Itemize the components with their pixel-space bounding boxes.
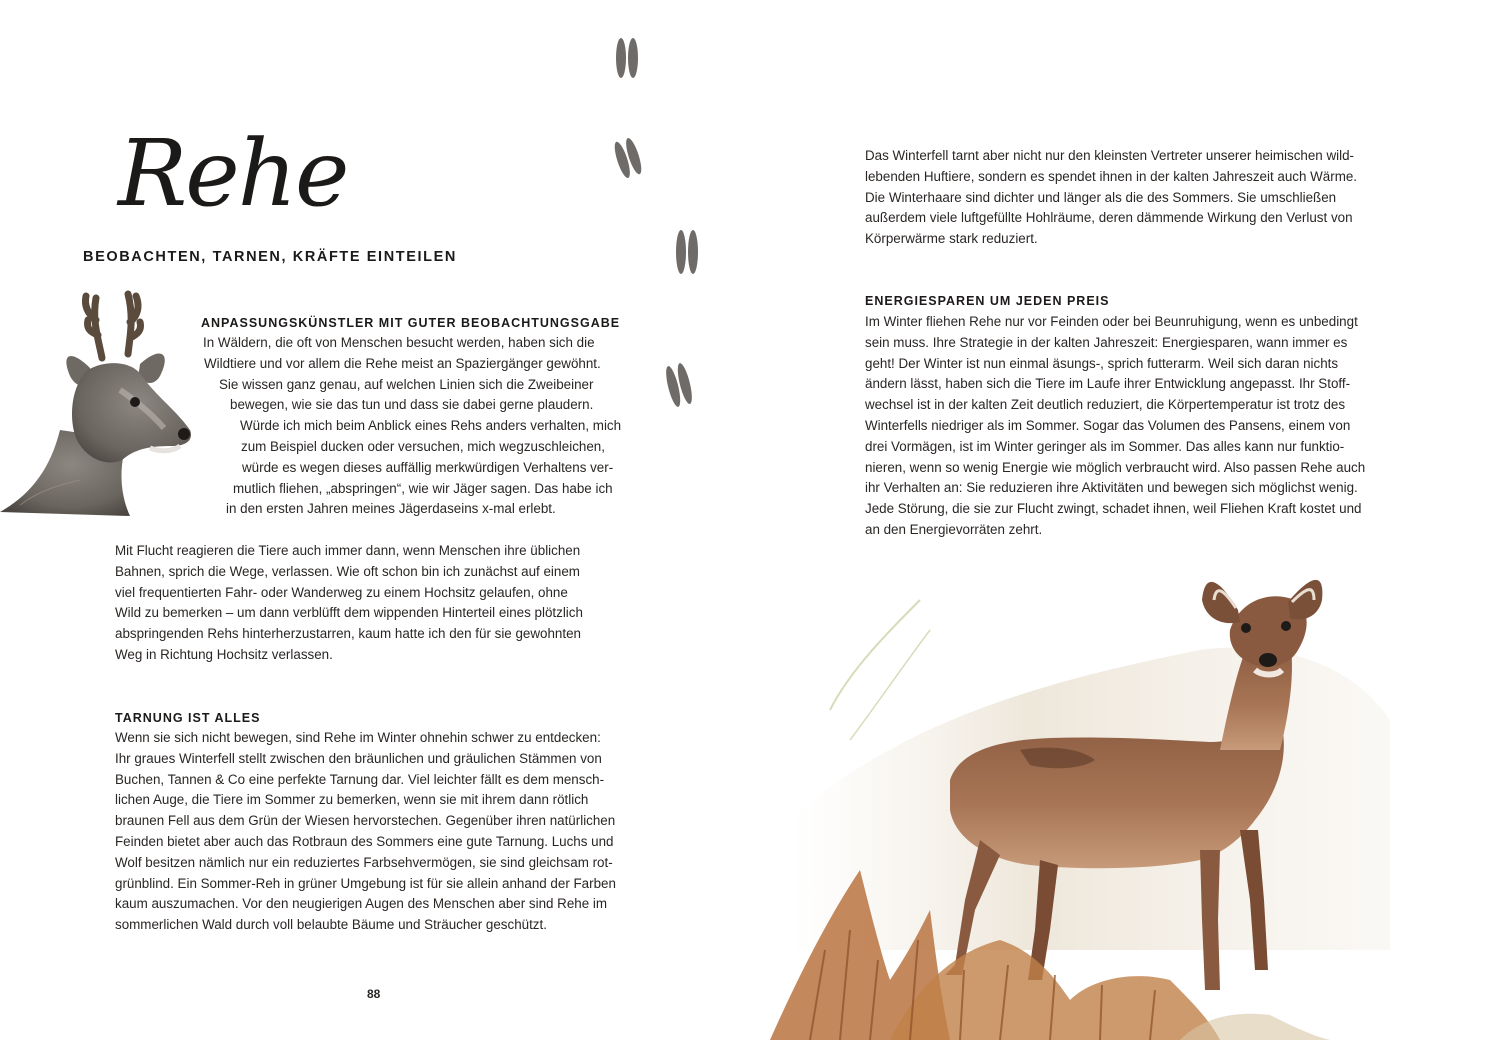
text-line: abspringenden Rehs hinterherzustarren, kaum hatte ich den für sie gewohnten: [115, 626, 581, 642]
section-text-energiesparen: [865, 312, 1365, 541]
text-line: würde es wegen dieses auffällig merkwürdigen Verhaltens ver-: [242, 459, 614, 475]
section-heading-energiesparen: ENERGIESPAREN UM JEDEN PREIS: [865, 294, 1110, 308]
text-line: Jede Störung, die sie zur Flucht zwingt, schadet ihnen, weil Fliehen Kraft kostet und: [865, 501, 1362, 517]
text-line: Körperwärme stark reduziert.: [865, 231, 1038, 247]
chapter-subtitle: BEOBACHTEN, TARNEN, KRÄFTE EINTEILEN: [83, 249, 457, 265]
right-page: [750, 0, 1500, 1059]
section-text-tarnung: [115, 728, 616, 936]
text-line: Buchen, Tannen & Co eine perfekte Tarnung dar. Viel leichter fällt es dem mensch-: [115, 771, 605, 787]
text-line: in den ersten Jahren meines Jägerdaseins x-mal erlebt.: [226, 501, 556, 517]
text-line: sommerlichen Wald durch voll belaubte Bäume und Sträucher geschützt.: [115, 917, 547, 933]
text-line: bewegen, wie sie das tun und dass sie dabei gerne plaudern.: [230, 397, 594, 413]
section-text-anpassung: [0, 333, 621, 520]
text-line: Feinden bietet aber auch das Rotbraun des Sommers eine gute Tarnung. Luchs und: [115, 833, 614, 849]
text-line: Sie wissen ganz genau, auf welchen Linien sich die Zweibeiner: [219, 376, 594, 392]
hoof-track-icon: [612, 32, 642, 84]
hoof-track-icon: [662, 358, 696, 412]
page-number: 88: [367, 987, 381, 1001]
text-line: Wildtiere und vor allem die Rehe meist an Spaziergänger gewöhnt.: [204, 355, 601, 371]
paragraph-flucht: [115, 541, 583, 666]
text-line: Bahnen, sprich die Wege, verlassen. Wie oft schon bin ich zunächst auf einem: [115, 563, 580, 579]
section-heading-tarnung: TARNUNG IST ALLES: [115, 711, 261, 725]
text-line: ihr Verhalten an: Sie reduzieren ihre Aktivitäten und bewegen sich möglichst wenig.: [865, 480, 1358, 496]
text-line: Mit Flucht reagieren die Tiere auch immer dann, wenn Menschen ihre üblichen: [115, 543, 581, 558]
text-line: ändern lässt, haben sich die Tiere im Laufe ihrer Entwicklung angepasst. Ihr Stoff-: [865, 376, 1351, 392]
hoof-track-icon: [612, 132, 644, 184]
text-line: zum Beispiel ducken oder versuchen, mich wegzuschleichen,: [241, 438, 605, 454]
text-line: grünblind. Ein Sommer-Reh in grüner Umgebung ist für sie allein anhand der Farben: [115, 875, 616, 891]
text-line: Ihr graues Winterfell stellt zwischen den bräunlichen und gräulichen Stämmen von: [115, 750, 602, 766]
text-line: In Wäldern, die oft von Menschen besucht werden, haben sich die: [203, 335, 595, 350]
text-line: viel frequentierten Fahr- oder Wanderweg zu einem Hochsitz gelaufen, ohne: [115, 584, 568, 600]
section-heading-anpassung: ANPASSUNGSKÜNSTLER MIT GUTER BEOBACHTUNGSGABE: [201, 316, 621, 330]
text-line: mutlich fliehen, „abspringen“, wie wir Jäger sagen. Das habe ich: [233, 480, 613, 496]
text-line: lebenden Huftiere, sondern es spendet ihnen in der kalten Jahreszeit auch Wärme.: [865, 168, 1358, 184]
text-line: an den Energievorräten zehrt.: [865, 521, 1043, 537]
chapter-title: Rehe: [118, 120, 348, 227]
text-line: wechsel ist in der kalten Zeit deutlich reduziert, die Körpertemperatur ist trotz des: [865, 397, 1346, 413]
text-line: sein muss. Ihre Strategie in der kalten Jahreszeit: Energiesparen, wann immer es: [865, 334, 1348, 350]
text-line: nieren, wenn so wenig Energie wie möglich verbraucht wird. Also passen Rehe auch: [865, 459, 1366, 475]
text-line: Weg in Richtung Hochsitz verlassen.: [115, 646, 333, 662]
text-line: außerdem viele luftgefüllte Hohlräume, deren dämmende Wirkung den Verlust von: [865, 210, 1353, 226]
text-line: Die Winterhaare sind dichter und länger als die des Sommers. Sie umschließen: [865, 189, 1337, 205]
text-line: braunen Fell aus dem Grün der Wiesen hervorstechen. Gegenüber ihren natürlichen: [115, 813, 616, 829]
text-line: Wild zu bemerken – um dann verblüfft dem wippenden Hinterteil eines plötzlich: [115, 605, 583, 621]
paragraph-winterfell: [865, 146, 1357, 250]
text-line: Wolf besitzen nämlich nur ein reduziertes Farbsehvermögen, sie sind gleichsam rot-: [115, 854, 613, 870]
text-line: lichen Auge, die Tiere im Sommer zu bemerken, wenn sie mit ihrem dann rötlich: [115, 792, 589, 808]
text-line: kaum auszumachen. Vor den neugierigen Augen des Menschen aber sind Rehe im: [115, 896, 608, 912]
text-line: Das Winterfell tarnt aber nicht nur den kleinsten Vertreter unserer heimischen wild-: [865, 148, 1354, 163]
roe-deer-illustration: [750, 570, 1450, 1059]
text-line: Winterfells niedriger als im Sommer. Sogar das Volumen des Pansens, einem von: [865, 417, 1351, 433]
text-line: Im Winter fliehen Rehe nur vor Feinden oder bei Beunruhigung, wenn es unbedingt: [865, 314, 1358, 329]
text-line: geht! Der Winter ist nun einmal äsungs-, sprich futterarm. Weil sich daran nichts: [865, 355, 1339, 371]
text-line: drei Vormägen, ist im Winter geringer als im Sommer. Das alles kann nur funktio-: [865, 438, 1345, 454]
hoof-track-icon: [672, 224, 702, 280]
text-line: Wenn sie sich nicht bewegen, sind Rehe im Winter ohnehin schwer zu entdecken:: [115, 730, 601, 745]
text-line: Würde ich mich beim Anblick eines Rehs anders verhalten, mich: [240, 418, 622, 434]
